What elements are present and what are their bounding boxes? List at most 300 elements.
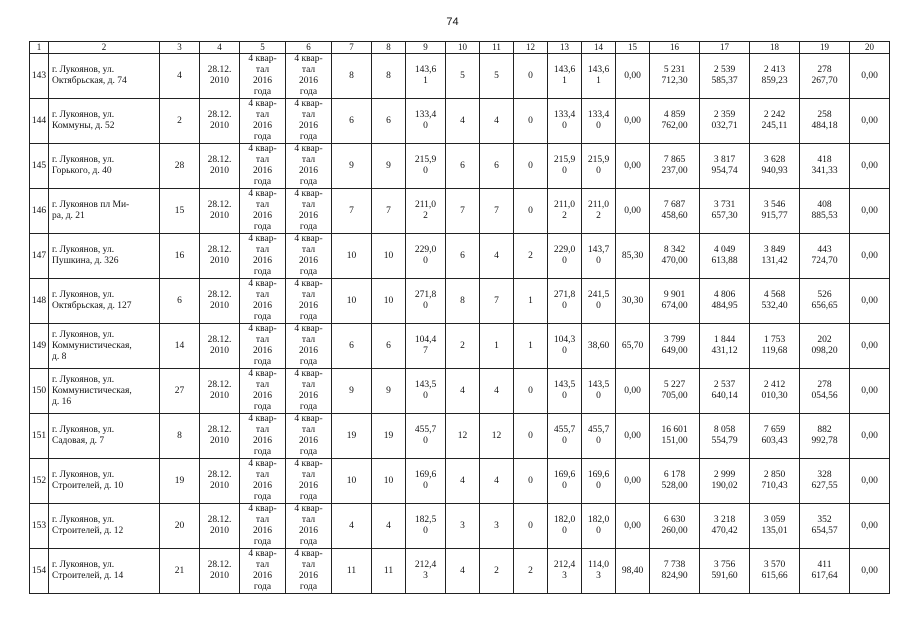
cell-col-12: 0 — [514, 144, 548, 189]
cell-line: 2010 — [210, 211, 229, 221]
cell-line: 411 — [817, 560, 832, 570]
cell-col-6 — [286, 279, 332, 324]
cell-line: года — [299, 312, 318, 322]
cell-line: 0 — [562, 301, 567, 311]
table-row — [30, 549, 890, 594]
cell-line: 2016 — [253, 256, 272, 266]
cell-line: 0 — [596, 526, 601, 536]
cell-line: 0 — [562, 121, 567, 131]
cell-line: 2016 — [253, 481, 272, 491]
cell-col-7: 4 — [332, 504, 372, 549]
cell-col-12: 0 — [514, 369, 548, 414]
cell-col-16 — [650, 549, 700, 594]
cell-line: 2016 — [299, 256, 318, 266]
cell-line: 28.12. — [207, 560, 232, 570]
cell-col-12: 0 — [514, 459, 548, 504]
cell-line: 271,8 — [414, 290, 437, 300]
cell-col-8: 10 — [372, 459, 406, 504]
cell-line: 859,23 — [761, 76, 788, 86]
cell-line: 0 — [562, 481, 567, 491]
cell-col-4 — [200, 144, 240, 189]
cell-line: 0 — [423, 256, 428, 266]
cell-line: 3 570 — [763, 560, 786, 570]
cell-line: 2010 — [210, 391, 229, 401]
cell-col-13 — [548, 234, 582, 279]
cell-col-19 — [800, 369, 850, 414]
cell-col-17 — [700, 414, 750, 459]
data-table — [29, 41, 890, 594]
cell-col-20: 0,00 — [850, 324, 890, 369]
cell-line: г. Лукоянов, ул. — [52, 425, 115, 435]
cell-col-10: 6 — [446, 144, 480, 189]
cell-col-7: 7 — [332, 189, 372, 234]
cell-line: 215,9 — [414, 155, 437, 165]
cell-col-9 — [406, 189, 446, 234]
cell-col-15: 0,00 — [616, 99, 650, 144]
cell-col-18 — [750, 144, 800, 189]
cell-line: 443 — [817, 245, 832, 255]
header-cell-11: 11 — [480, 42, 514, 54]
cell-line: 211,0 — [553, 200, 576, 210]
cell-col-3: 15 — [160, 189, 200, 234]
cell-col-19 — [800, 144, 850, 189]
cell-line: 532,40 — [761, 301, 788, 311]
cell-line: Садовая, д. 7 — [52, 436, 105, 446]
cell-line: 229,0 — [553, 245, 576, 255]
cell-line: 712,30 — [661, 76, 688, 86]
cell-col-8: 10 — [372, 279, 406, 324]
cell-col-20: 0,00 — [850, 279, 890, 324]
cell-line: 143,5 — [553, 380, 576, 390]
cell-col-12: 1 — [514, 324, 548, 369]
cell-col-2 — [49, 504, 160, 549]
cell-line: ра, д. 21 — [52, 211, 85, 221]
cell-col-10: 8 — [446, 279, 480, 324]
cell-line: 229,0 — [414, 245, 437, 255]
cell-line: 3 849 — [763, 245, 786, 255]
cell-line: 4 квар- — [248, 369, 277, 379]
table-row — [30, 459, 890, 504]
cell-col-8: 6 — [372, 99, 406, 144]
cell-line: Строителей, д. 14 — [52, 571, 124, 581]
cell-col-7: 6 — [332, 99, 372, 144]
cell-line: 2 999 — [713, 470, 736, 480]
cell-line: 3 628 — [763, 155, 786, 165]
cell-line: 0 — [423, 301, 428, 311]
cell-col-18 — [750, 504, 800, 549]
cell-col-1: 146 — [30, 189, 49, 234]
cell-line: 352 — [817, 515, 832, 525]
cell-line: 0 — [423, 166, 428, 176]
cell-line: 613,88 — [711, 256, 738, 266]
cell-line: 032,71 — [711, 121, 738, 131]
cell-col-20: 0,00 — [850, 414, 890, 459]
cell-col-6 — [286, 234, 332, 279]
header-cell-19: 19 — [800, 42, 850, 54]
cell-line: 143,6 — [587, 65, 610, 75]
cell-col-11: 1 — [480, 324, 514, 369]
cell-line: 7 — [423, 346, 428, 356]
table-row — [30, 99, 890, 144]
cell-col-16 — [650, 414, 700, 459]
table-row — [30, 189, 890, 234]
cell-line: 3 — [596, 571, 601, 581]
cell-col-9 — [406, 459, 446, 504]
cell-line: тал — [301, 425, 316, 435]
cell-line: 455,7 — [414, 425, 437, 435]
cell-col-4 — [200, 369, 240, 414]
cell-line: 2 539 — [713, 65, 736, 75]
cell-line: 215,9 — [553, 155, 576, 165]
table-row — [30, 369, 890, 414]
cell-line: 2010 — [210, 436, 229, 446]
cell-line: 3 546 — [763, 200, 786, 210]
cell-line: 2016 — [299, 526, 318, 536]
cell-col-11: 3 — [480, 504, 514, 549]
cell-line: года — [253, 402, 272, 412]
cell-col-3: 8 — [160, 414, 200, 459]
cell-line: 2016 — [253, 76, 272, 86]
cell-col-18 — [750, 324, 800, 369]
cell-col-13 — [548, 414, 582, 459]
cell-line: 940,93 — [761, 166, 788, 176]
cell-line: 2 359 — [713, 110, 736, 120]
cell-line: 455,7 — [587, 425, 610, 435]
cell-line: 151,00 — [661, 436, 688, 446]
cell-col-1: 144 — [30, 99, 49, 144]
cell-line: Октябрьская, д. 74 — [52, 76, 127, 86]
cell-line: 0 — [562, 526, 567, 536]
header-cell-17: 17 — [700, 42, 750, 54]
cell-line: 119,68 — [761, 346, 788, 356]
cell-col-15: 0,00 — [616, 504, 650, 549]
cell-line: 2016 — [299, 346, 318, 356]
cell-line: 2016 — [299, 391, 318, 401]
cell-col-8: 19 — [372, 414, 406, 459]
cell-col-9 — [406, 324, 446, 369]
cell-line: 5 227 — [663, 380, 686, 390]
cell-col-18 — [750, 189, 800, 234]
cell-col-19 — [800, 504, 850, 549]
cell-line: 169,6 — [414, 470, 437, 480]
cell-line: тал — [255, 560, 270, 570]
cell-col-7: 8 — [332, 54, 372, 99]
cell-col-3: 4 — [160, 54, 200, 99]
cell-col-2 — [49, 369, 160, 414]
cell-line: 2010 — [210, 76, 229, 86]
cell-line: 2016 — [299, 436, 318, 446]
cell-line: 278 — [817, 380, 832, 390]
cell-col-20: 0,00 — [850, 459, 890, 504]
cell-line: 267,70 — [811, 76, 838, 86]
header-cell-20: 20 — [850, 42, 890, 54]
cell-col-14: 38,60 — [582, 324, 616, 369]
cell-line: Строителей, д. 12 — [52, 526, 124, 536]
cell-col-4 — [200, 279, 240, 324]
cell-line: 2010 — [210, 526, 229, 536]
header-cell-7: 7 — [332, 42, 372, 54]
cell-col-6 — [286, 54, 332, 99]
header-cell-2: 2 — [49, 42, 160, 54]
cell-col-17 — [700, 324, 750, 369]
cell-col-16 — [650, 144, 700, 189]
cell-col-5 — [240, 99, 286, 144]
cell-col-15: 65,70 — [616, 324, 650, 369]
cell-col-1: 153 — [30, 504, 49, 549]
cell-col-18 — [750, 279, 800, 324]
cell-line: тал — [301, 110, 316, 120]
cell-line: 2016 — [253, 211, 272, 221]
cell-line: Коммунистическая, — [52, 340, 132, 351]
header-cell-14: 14 — [582, 42, 616, 54]
cell-line: 0 — [596, 481, 601, 491]
table-row — [30, 504, 890, 549]
cell-line: 28.12. — [207, 200, 232, 210]
cell-col-18 — [750, 234, 800, 279]
cell-line: г. Лукоянов пл Ми- — [52, 200, 130, 210]
cell-col-11: 4 — [480, 459, 514, 504]
cell-col-3: 16 — [160, 234, 200, 279]
cell-col-1: 145 — [30, 144, 49, 189]
cell-col-4 — [200, 459, 240, 504]
cell-line: 418 — [817, 155, 832, 165]
cell-col-20: 0,00 — [850, 369, 890, 414]
cell-line: тал — [255, 110, 270, 120]
cell-line: 169,6 — [587, 470, 610, 480]
cell-line: тал — [255, 470, 270, 480]
cell-col-15: 0,00 — [616, 459, 650, 504]
cell-col-19 — [800, 324, 850, 369]
cell-line: 0 — [562, 346, 567, 356]
cell-line: 4 квар- — [248, 234, 277, 244]
header-cell-12: 12 — [514, 42, 548, 54]
cell-line: 182,0 — [587, 515, 610, 525]
cell-col-10: 2 — [446, 324, 480, 369]
cell-line: 3 218 — [713, 515, 736, 525]
cell-col-14 — [582, 459, 616, 504]
cell-line: 656,65 — [811, 301, 838, 311]
cell-col-1: 149 — [30, 324, 49, 369]
cell-line: 4 квар- — [248, 549, 277, 559]
cell-line: 271,8 — [553, 290, 576, 300]
cell-col-16 — [650, 324, 700, 369]
cell-line: тал — [301, 155, 316, 165]
cell-line: 3 059 — [763, 515, 786, 525]
cell-col-7: 9 — [332, 369, 372, 414]
cell-col-15: 0,00 — [616, 189, 650, 234]
cell-line: 0 — [596, 166, 601, 176]
cell-line: 4 квар- — [294, 504, 323, 514]
cell-line: 954,74 — [711, 166, 738, 176]
cell-line: года — [253, 222, 272, 232]
cell-line: 0 — [423, 391, 428, 401]
cell-line: 2 412 — [763, 380, 786, 390]
cell-line: 054,56 — [811, 391, 838, 401]
cell-line: 526 — [817, 290, 832, 300]
cell-col-11: 12 — [480, 414, 514, 459]
cell-line: 431,12 — [711, 346, 738, 356]
cell-line: 2 537 — [713, 380, 736, 390]
cell-col-11: 4 — [480, 369, 514, 414]
cell-line: 28.12. — [207, 110, 232, 120]
cell-col-15: 98,40 — [616, 549, 650, 594]
cell-col-6 — [286, 549, 332, 594]
cell-col-7: 9 — [332, 144, 372, 189]
cell-line: 341,33 — [811, 166, 838, 176]
cell-line: 260,00 — [661, 526, 688, 536]
cell-col-6 — [286, 414, 332, 459]
cell-line: года — [299, 177, 318, 187]
cell-line: 2016 — [299, 166, 318, 176]
cell-col-17 — [700, 189, 750, 234]
cell-line: тал — [255, 290, 270, 300]
cell-line: 2 850 — [763, 470, 786, 480]
cell-line: 211,0 — [587, 200, 610, 210]
cell-line: года — [299, 87, 318, 97]
cell-col-7: 10 — [332, 279, 372, 324]
cell-line: года — [299, 537, 318, 547]
cell-col-3: 28 — [160, 144, 200, 189]
cell-line: 470,00 — [661, 256, 688, 266]
cell-line: 133,4 — [553, 110, 576, 120]
cell-col-5 — [240, 459, 286, 504]
cell-col-19 — [800, 189, 850, 234]
cell-line: 724,70 — [811, 256, 838, 266]
cell-line: 4 квар- — [248, 414, 277, 424]
cell-line: 010,30 — [761, 391, 788, 401]
cell-line: 5 231 — [663, 65, 686, 75]
cell-line: 28.12. — [207, 155, 232, 165]
cell-line: 0 — [423, 121, 428, 131]
header-cell-8: 8 — [372, 42, 406, 54]
cell-col-3: 2 — [160, 99, 200, 144]
cell-line: 4 квар- — [294, 234, 323, 244]
cell-line: года — [253, 132, 272, 142]
cell-line: тал — [255, 425, 270, 435]
cell-line: 6 178 — [663, 470, 686, 480]
cell-col-3: 6 — [160, 279, 200, 324]
cell-line: года — [299, 132, 318, 142]
cell-col-16 — [650, 189, 700, 234]
cell-col-14 — [582, 54, 616, 99]
cell-col-18 — [750, 414, 800, 459]
cell-line: 470,42 — [711, 526, 738, 536]
cell-line: 528,00 — [661, 481, 688, 491]
cell-line: 28.12. — [207, 380, 232, 390]
cell-line: тал — [301, 560, 316, 570]
cell-col-9 — [406, 234, 446, 279]
cell-col-6 — [286, 459, 332, 504]
cell-line: 0 — [562, 436, 567, 446]
cell-line: 143,5 — [587, 380, 610, 390]
cell-line: г. Лукоянов, ул. — [52, 245, 115, 255]
cell-line: 133,4 — [587, 110, 610, 120]
cell-line: 114,0 — [587, 560, 610, 570]
cell-line: 824,90 — [661, 571, 688, 581]
cell-line: года — [253, 447, 272, 457]
cell-col-10: 3 — [446, 504, 480, 549]
header-cell-10: 10 — [446, 42, 480, 54]
cell-line: 4 квар- — [294, 189, 323, 199]
cell-line: 762,00 — [661, 121, 688, 131]
cell-col-19 — [800, 54, 850, 99]
cell-line: 615,66 — [761, 571, 788, 581]
cell-col-7: 10 — [332, 459, 372, 504]
cell-col-18 — [750, 99, 800, 144]
cell-col-14 — [582, 504, 616, 549]
cell-col-16 — [650, 234, 700, 279]
header-cell-13: 13 — [548, 42, 582, 54]
cell-col-10: 4 — [446, 99, 480, 144]
cell-line: 0 — [562, 166, 567, 176]
cell-line: 4 квар- — [294, 54, 323, 64]
cell-line: 3 799 — [663, 335, 686, 345]
cell-col-11: 2 — [480, 549, 514, 594]
cell-col-7: 11 — [332, 549, 372, 594]
cell-col-3: 14 — [160, 324, 200, 369]
cell-col-10: 6 — [446, 234, 480, 279]
cell-line: 28.12. — [207, 245, 232, 255]
cell-line: 2010 — [210, 346, 229, 356]
cell-line: Октябрьская, д. 127 — [52, 301, 132, 311]
cell-line: 4 квар- — [248, 144, 277, 154]
cell-line: г. Лукоянов, ул. — [52, 374, 115, 385]
cell-line: Пушкина, д. 326 — [52, 256, 119, 266]
cell-col-4 — [200, 99, 240, 144]
cell-line: 190,02 — [711, 481, 738, 491]
cell-col-13 — [548, 99, 582, 144]
cell-line: 8 342 — [663, 245, 686, 255]
cell-line: 215,9 — [587, 155, 610, 165]
cell-line: 2016 — [299, 76, 318, 86]
cell-line: 7 738 — [663, 560, 686, 570]
cell-col-19 — [800, 414, 850, 459]
cell-line: 885,53 — [811, 211, 838, 221]
cell-line: года — [253, 537, 272, 547]
cell-line: 3 817 — [713, 155, 736, 165]
cell-col-1: 151 — [30, 414, 49, 459]
cell-line: 8 058 — [713, 425, 736, 435]
cell-line: 2016 — [253, 436, 272, 446]
cell-line: 617,64 — [811, 571, 838, 581]
cell-line: 2016 — [299, 571, 318, 581]
cell-line: 4 квар- — [294, 414, 323, 424]
cell-line: 627,55 — [811, 481, 838, 491]
cell-line: 258 — [817, 110, 832, 120]
cell-col-2 — [49, 144, 160, 189]
cell-line: 4 квар- — [248, 99, 277, 109]
cell-col-19 — [800, 279, 850, 324]
cell-col-15: 85,30 — [616, 234, 650, 279]
cell-line: 4 859 — [663, 110, 686, 120]
cell-line: 7 687 — [663, 200, 686, 210]
cell-line: 2016 — [253, 571, 272, 581]
cell-line: тал — [301, 290, 316, 300]
cell-line: 4 квар- — [294, 549, 323, 559]
cell-col-5 — [240, 324, 286, 369]
cell-line: 7 865 — [663, 155, 686, 165]
cell-col-8: 4 — [372, 504, 406, 549]
cell-col-10: 7 — [446, 189, 480, 234]
cell-col-12: 2 — [514, 549, 548, 594]
header-cell-15: 15 — [616, 42, 650, 54]
cell-line: 3 731 — [713, 200, 736, 210]
cell-col-14 — [582, 189, 616, 234]
cell-col-11: 7 — [480, 189, 514, 234]
cell-col-2 — [49, 459, 160, 504]
cell-line: 4 квар- — [248, 504, 277, 514]
cell-line: 603,43 — [761, 436, 788, 446]
